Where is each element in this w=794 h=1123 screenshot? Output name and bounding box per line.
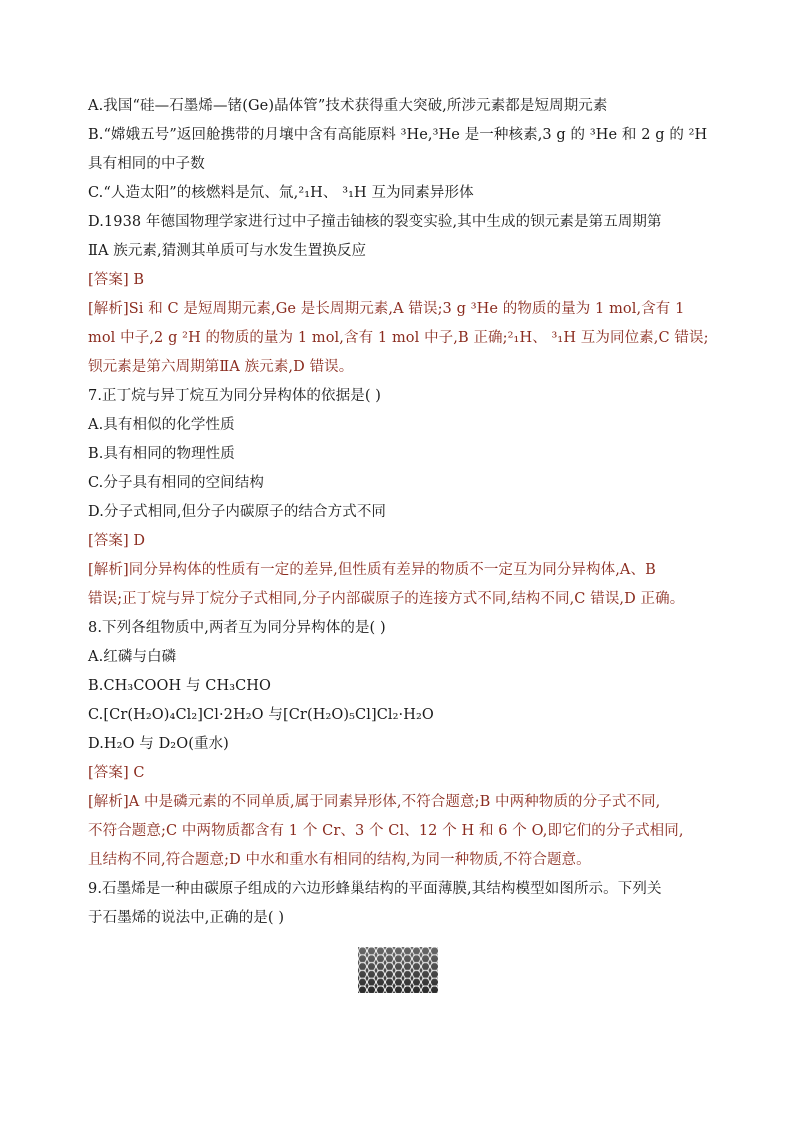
answer-line: [解析]A 中是磷元素的不同单质,属于同素异形体,不符合题意;B 中两种物质的分子式不同, — [88, 794, 661, 810]
answer-line: mol 中子,2 g ²H 的物质的量为 1 mol,含有 1 mol 中子,B 正确;²₁H、 ³₁H 互为同位素,C 错误; — [88, 330, 709, 346]
answer-line: 不符合题意;C 中两物质都含有 1 个 Cr、3 个 Cl、12 个 H 和 6 个 O,即它们的分子式相同, — [88, 823, 684, 839]
text-line: D.H₂O 与 D₂O(重水) — [88, 736, 229, 752]
answer-line: 钡元素是第六周期第ⅡA 族元素,D 错误。 — [88, 359, 354, 375]
graphene-structure-figure — [358, 947, 438, 993]
answer-line: 错误;正丁烷与异丁烷分子式相同,分子内部碳原子的连接方式不同,结构不同,C 错误,D 正确。 — [88, 591, 685, 607]
text-line: 8.下列各组物质中,两者互为同分异构体的是( ) — [88, 620, 386, 636]
question-text — [88, 92, 718, 933]
text-line: B.“嫦娥五号”返回舱携带的月壤中含有高能原料 ³He,³He 是一种核素,3 g 的 ³He 和 2 g 的 ²H — [88, 127, 708, 143]
text-line: 7.正丁烷与异丁烷互为同分异构体的依据是( ) — [88, 388, 382, 404]
answer-line: [解析]同分异构体的性质有一定的差异,但性质有差异的物质不一定互为同分异构体,A、B — [88, 562, 656, 578]
graphene-lattice-image — [358, 947, 438, 993]
answer-line: [答案] B — [88, 272, 145, 288]
document-page — [88, 92, 718, 993]
text-line: D.1938 年德国物理学家进行过中子撞击铀核的裂变实验,其中生成的钡元素是第五周期第 — [88, 214, 662, 230]
text-line: A.我国“硅—石墨烯—锗(Ge)晶体管”技术获得重大突破,所涉元素都是短周期元素 — [88, 98, 608, 114]
text-line: ⅡA 族元素,猜测其单质可与水发生置换反应 — [88, 243, 367, 259]
text-line: C.分子具有相同的空间结构 — [88, 475, 264, 491]
text-line: A.红磷与白磷 — [88, 649, 177, 665]
text-line: C.“人造太阳”的核燃料是氘、氚,²₁H、 ³₁H 互为同素异形体 — [88, 185, 474, 201]
text-line: B.具有相同的物理性质 — [88, 446, 235, 462]
text-line: D.分子式相同,但分子内碳原子的结合方式不同 — [88, 504, 387, 520]
text-line: B.CH₃COOH 与 CH₃CHO — [88, 678, 272, 694]
text-line: 于石墨烯的说法中,正确的是( ) — [88, 910, 285, 926]
text-line: C.[Cr(H₂O)₄Cl₂]Cl·2H₂O 与[Cr(H₂O)₅Cl]Cl₂·H₂O — [88, 707, 434, 723]
text-line: 具有相同的中子数 — [88, 156, 205, 172]
text-line: 9.石墨烯是一种由碳原子组成的六边形蜂巢结构的平面薄膜,其结构模型如图所示。下列关 — [88, 881, 662, 897]
answer-line: [答案] C — [88, 765, 145, 781]
answer-line: [解析]Si 和 C 是短周期元素,Ge 是长周期元素,A 错误;3 g ³He 的物质的量为 1 mol,含有 1 — [88, 301, 685, 317]
text-line: A.具有相似的化学性质 — [88, 417, 235, 433]
answer-line: 且结构不同,符合题意;D 中水和重水有相同的结构,为同一种物质,不符合题意。 — [88, 852, 591, 868]
answer-line: [答案] D — [88, 533, 146, 549]
